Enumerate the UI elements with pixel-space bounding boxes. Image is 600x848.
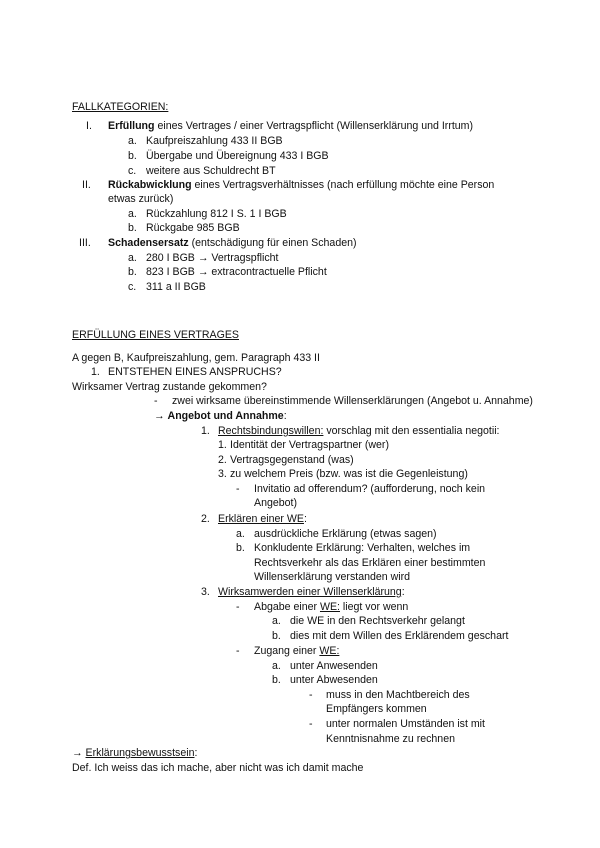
sub-letter: b. bbox=[128, 150, 137, 162]
erklaerung-item: Konkludente Erklärung: Verhalten, welches im bbox=[254, 542, 471, 554]
dash-bullet: - bbox=[309, 689, 313, 701]
essentialia-number: 2. bbox=[218, 454, 227, 466]
zugang-item: unter Anwesenden bbox=[290, 660, 378, 672]
colon: : bbox=[194, 747, 198, 759]
sub-letter: a. bbox=[128, 135, 137, 147]
erklaerung-item: ausdrückliche Erklärung (etwas sagen) bbox=[254, 528, 437, 540]
rechtsbindungswillen-text: vorschlag mit den essentialia negotii: bbox=[323, 425, 500, 437]
sub-item: Rückgabe 985 BGB bbox=[146, 222, 240, 234]
category-rueckabwicklung bbox=[108, 178, 494, 192]
category-title: Schadensersatz bbox=[108, 237, 189, 249]
sub-item: Rückzahlung 812 I S. 1 I BGB bbox=[146, 208, 287, 220]
rechtsbindungswillen-line bbox=[218, 424, 500, 438]
point-number: 1. bbox=[201, 425, 210, 437]
sub-item: 311 a II BGB bbox=[146, 281, 206, 293]
abwesende-line-1: muss in den Machtbereich des bbox=[326, 689, 470, 701]
roman-numeral-2: II. bbox=[82, 179, 91, 191]
category-erfuellung bbox=[108, 119, 473, 133]
point-number: 2. bbox=[201, 513, 210, 525]
step-number: 1. bbox=[91, 366, 100, 378]
erklaerungsbewusstsein-line bbox=[72, 746, 197, 760]
willenserklaerungen-line: zwei wirksame übereinstimmende Willenserklärungen (Angebot u. Annahme) bbox=[172, 395, 533, 407]
sub-letter: c. bbox=[128, 281, 137, 293]
section-heading-fallkategorien: FALLKATEGORIEN: bbox=[72, 101, 169, 113]
abgabe-item: dies mit dem Willen des Erklärendem geschart bbox=[290, 630, 509, 642]
sub-letter: a. bbox=[272, 615, 281, 627]
sub-item: 280 I BGB → Vertragspflicht bbox=[146, 252, 279, 264]
sub-letter: b. bbox=[236, 542, 245, 554]
sub-item: 823 I BGB → extracontractuelle Pflicht bbox=[146, 266, 327, 278]
category-description: eines Vertrages / einer Vertragspflicht (Willenserklärung und Irrtum) bbox=[154, 120, 474, 132]
sub-letter: b. bbox=[128, 266, 137, 278]
abwesende-line-2: Empfängers kommen bbox=[326, 703, 427, 715]
definition-line: Def. Ich weiss das ich mache, aber nicht was ich damit mache bbox=[72, 762, 364, 774]
angebot-annahme-title: Angebot und Annahme bbox=[167, 410, 284, 422]
sub-letter: a. bbox=[128, 208, 137, 220]
we-abbrev: WE: bbox=[319, 601, 340, 613]
category-schadensersatz bbox=[108, 236, 357, 250]
sub-letter: a. bbox=[128, 252, 137, 264]
point-number: 3. bbox=[201, 586, 210, 598]
sub-item: weitere aus Schuldrecht BT bbox=[146, 165, 276, 177]
sub-letter: a. bbox=[236, 528, 245, 540]
abwesende-line-4: Kenntnisnahme zu rechnen bbox=[326, 733, 455, 745]
erklaerung-item-continued: Willenserklärung verstanden wird bbox=[254, 571, 411, 583]
category-title: Rückabwicklung bbox=[108, 179, 192, 191]
colon: : bbox=[283, 410, 287, 422]
abgabe-text: Abgabe einer bbox=[254, 601, 320, 613]
essentialia-item: zu welchem Preis (bzw. was ist die Gegenleistung) bbox=[230, 468, 468, 480]
category-description-continued: etwas zurück) bbox=[108, 193, 174, 205]
erklaerungsbewusstsein-label: Erklärungsbewusstsein bbox=[85, 747, 195, 759]
essentialia-number: 3. bbox=[218, 468, 227, 480]
abgabe-line bbox=[254, 600, 408, 614]
category-description: (entschädigung für einen Schaden) bbox=[188, 237, 357, 249]
invitatio-line-2: Angebot) bbox=[254, 497, 297, 509]
category-title: Erfüllung bbox=[108, 120, 155, 132]
essentialia-item: Vertragsgegenstand (was) bbox=[230, 454, 354, 466]
abgabe-item: die WE in den Rechtsverkehr gelangt bbox=[290, 615, 465, 627]
arrow-glyph: → bbox=[154, 410, 168, 422]
erklaerung-item-continued: Rechtsverkehr als das Erklären einer bestimmten bbox=[254, 557, 486, 569]
sub-item: Übergabe und Übereignung 433 I BGB bbox=[146, 150, 329, 162]
category-description: eines Vertragsverhältnisses (nach erfüllung möchte eine Person bbox=[191, 179, 495, 191]
wirksamwerden-label: Wirksamwerden einer Willenserklärung bbox=[218, 586, 402, 598]
invitatio-line-1: Invitatio ad offerendum? (aufforderung, noch kein bbox=[254, 483, 486, 495]
erklaeren-we-label: Erklären einer WE bbox=[218, 513, 304, 525]
sub-letter: b. bbox=[272, 674, 281, 686]
essentialia-item: Identität der Vertragspartner (wer) bbox=[230, 439, 389, 451]
sub-letter: b. bbox=[128, 222, 137, 234]
case-intro: A gegen B, Kaufpreiszahlung, gem. Paragraph 433 II bbox=[72, 352, 320, 364]
sub-letter: c. bbox=[128, 165, 137, 177]
dash-bullet: - bbox=[309, 718, 313, 730]
colon: : bbox=[401, 586, 405, 598]
angebot-annahme bbox=[154, 409, 287, 423]
abwesende-line-3: unter normalen Umständen ist mit bbox=[326, 718, 485, 730]
zugang-text: Zugang einer bbox=[254, 645, 320, 657]
question-vertrag: Wirksamer Vertrag zustande gekommen? bbox=[72, 381, 267, 393]
erklaeren-we-line bbox=[218, 512, 307, 526]
sub-item: Kaufpreiszahlung 433 II BGB bbox=[146, 135, 283, 147]
arrow-glyph: → bbox=[72, 747, 86, 759]
zugang-line bbox=[254, 644, 339, 658]
rechtsbindungswillen-label: Rechtsbindungswillen: bbox=[218, 425, 324, 437]
essentialia-number: 1. bbox=[218, 439, 227, 451]
sub-letter: a. bbox=[272, 660, 281, 672]
abgabe-text-tail: liegt vor wenn bbox=[339, 601, 409, 613]
we-abbrev: WE: bbox=[319, 645, 340, 657]
step-title: ENTSTEHEN EINES ANSPRUCHS? bbox=[108, 366, 282, 378]
colon: : bbox=[303, 513, 307, 525]
dash-bullet: - bbox=[236, 645, 240, 657]
dash-bullet: - bbox=[154, 395, 158, 407]
dash-bullet: - bbox=[236, 483, 240, 495]
wirksamwerden-line bbox=[218, 585, 405, 599]
roman-numeral-1: I. bbox=[86, 120, 92, 132]
section-heading-erfuellung: ERFÜLLUNG EINES VERTRAGES bbox=[72, 329, 239, 341]
dash-bullet: - bbox=[236, 601, 240, 613]
roman-numeral-3: III. bbox=[79, 237, 91, 249]
zugang-item: unter Abwesenden bbox=[290, 674, 378, 686]
sub-letter: b. bbox=[272, 630, 281, 642]
